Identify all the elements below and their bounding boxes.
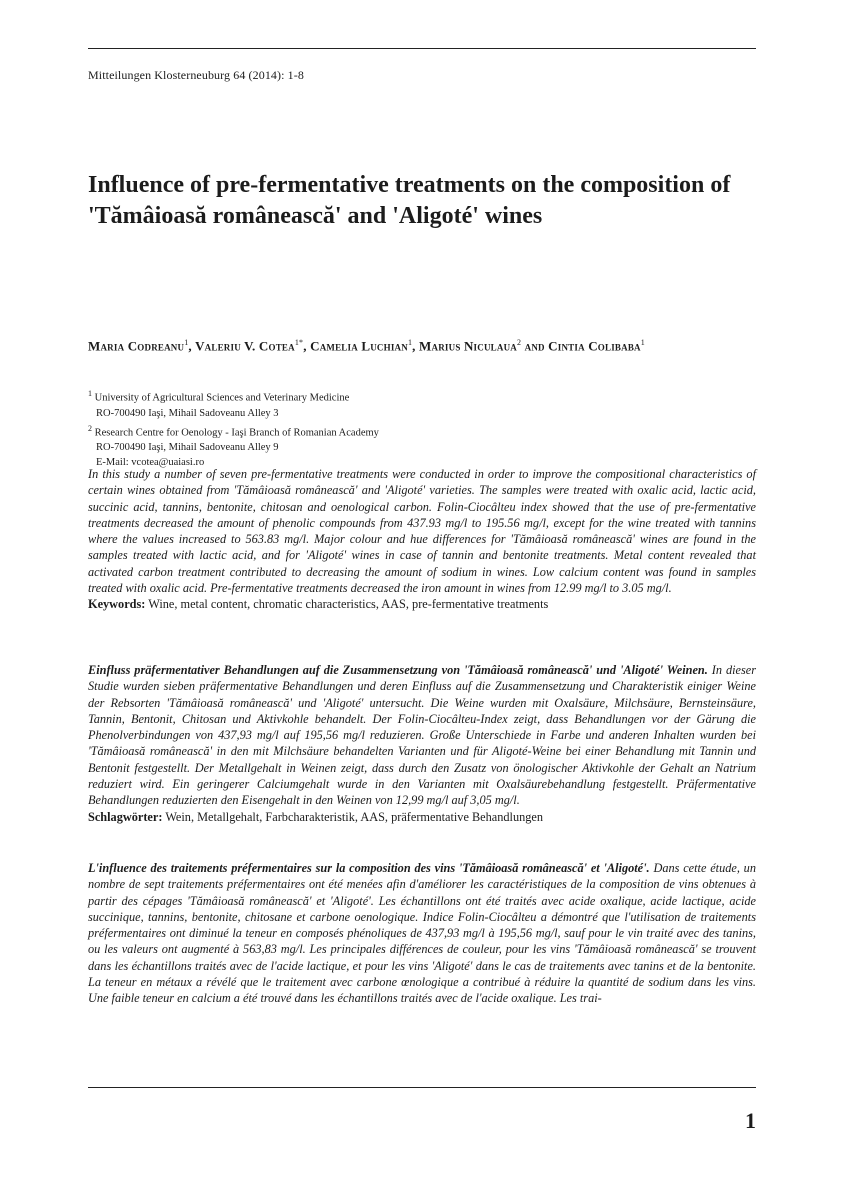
- author-conjunction: and: [521, 338, 549, 354]
- author-name: Marius Niculaua: [419, 338, 517, 354]
- author-affiliation-mark: 2: [516, 338, 522, 347]
- author-separator: ,: [412, 338, 420, 354]
- author-separator: ,: [303, 338, 311, 354]
- keywords-list: Wein, Metallgehalt, Farbcharakteristik, AAS, präfermentative Behandlungen: [165, 809, 544, 824]
- abstract-title: Einfluss präfermentativer Behandlungen auf die Zusammensetzung von 'Tămâioasă românească' und 'Aligoté' Weinen.: [88, 663, 708, 677]
- affiliations: [88, 386, 748, 470]
- author-affiliation-mark: 1: [407, 338, 413, 347]
- affiliation-2: $^2$ Research Centre for Oenology - Iaşi Branch of Romanian Academy: [88, 423, 379, 438]
- footer-rule: [88, 1087, 756, 1088]
- abstract-text: In this study a number of seven pre-fermentative treatments were conducted in order to improve the compositional characteristics of certain wines obtained from 'Tămâioasă românească' and 'Aligoté' varieties. The samples were treated with oxalic acid, lactic acid, succinic acid, tannins, bentonite, chitosan and oenological carbon. Folin-Ciocâlteu index showed that the use of pre-fermentative treatments decreased the amount of phenolic compounds from 437.93 mg/l to 195.56 mg/l, except for the wine treated with tannins where the values increased to 563.83 mg/l. Major colour and hue differences for 'Tămâioasă românească' wines are found in the samples treated with lactic acid, and for 'Aligoté' wines in case of tannin and bentonite treatments. Metal content revealed that activated carbon treatment contributed to decreasing the amount of sodium in wines. Low calcium content was found in samples treated with oxalic acid. Pre-fermentative treatments decreased the iron amount in wines from 12.99 mg/l to 3.05 mg/l.: [88, 467, 756, 596]
- author-separator: ,: [188, 338, 196, 354]
- abstract-text: [88, 860, 756, 1007]
- abstract-german: [88, 662, 756, 825]
- author-list: [88, 332, 748, 357]
- abstract-french: [88, 860, 756, 1007]
- keywords: [88, 596, 756, 612]
- author-name: Cintia Colibaba: [548, 338, 641, 354]
- abstract-english: [88, 466, 756, 613]
- author-name: Camelia Luchian: [310, 338, 408, 354]
- affiliation-1: $^1$ University of Agricultural Sciences and Veterinary Medicine: [88, 389, 350, 404]
- keywords-label: Schlagwörter:: [88, 809, 163, 824]
- author-name: Maria Codreanu: [88, 338, 185, 354]
- author-affiliation-mark: 1: [640, 338, 645, 347]
- keywords: [88, 809, 756, 825]
- abstract-title: L'influence des traitements préfermentaires sur la composition des vins 'Tămâioasă românească' et 'Aligoté'.: [88, 861, 650, 875]
- journal-citation: Mitteilungen Klosterneuburg 64 (2014): 1-8: [88, 68, 304, 82]
- author-affiliation-mark: 1: [184, 338, 189, 347]
- contact-email: E-Mail: vcotea@uaiasi.ro: [96, 457, 205, 468]
- affiliation-1-address: RO-700490 Iaşi, Mihail Sadoveanu Alley 3: [96, 407, 279, 419]
- abstract-text: [88, 662, 756, 809]
- author-name: Valeriu V. Cotea: [195, 338, 295, 354]
- abstract-body: In dieser Studie wurden sieben präfermentative Behandlungen und deren Einfluss auf die Zusammensetzung und Charakteristik einiger Weine der Rebsorten 'Tămâioasă românească' und 'Aligoté' untersucht. Die Weine wurden mit Oxalsäure, Milchsäure, Bernsteinsäure, Tannin, Bentonit, Chitosan und Aktivkohle behandelt. Der Folin-Ciocâlteu-Index zeigt, dass Behandlungen vor der Gärung die Phenolverbindungen von 437,93 mg/l auf 195,56 mg/l reduzieren. Große Unterschiede in Farbe und anderen Inhalten wurden bei 'Tămâioasă românească' in den mit Milchsäure behandelten Varianten und für Aligoté-Weine bei einer Behandlung mit Tannin und Bentonit festgestellt. Der Metallgehalt in Weinen zeigt, dass durch den Zusatz von önologischer Aktivkohle der Gehalt an Natrium reduziert wird. Ein geringerer Calciumgehalt wurde in den Varianten mit Oxalsäurebehandlung festgestellt. Präfermentative Behandlungen reduzierten den Eisengehalt in den Weinen von 12,99 mg/l auf 3,05 mg/l.: [88, 663, 756, 808]
- page-number: 1: [745, 1108, 756, 1133]
- author-affiliation-mark: 1*: [294, 338, 304, 347]
- header-rule: [88, 48, 756, 49]
- paper-title: Influence of pre-fermentative treatments on the composition of 'Tămâioasă românească' and 'Aligoté' wines: [88, 172, 731, 229]
- affiliation-2-address: RO-700490 Iaşi, Mihail Sadoveanu Alley 9: [96, 442, 279, 453]
- keywords-list: Wine, metal content, chromatic characteristics, AAS, pre-fermentative treatments: [148, 597, 549, 612]
- keywords-label: Keywords:: [88, 597, 146, 612]
- abstract-body: Dans cette étude, un nombre de sept traitements préfermentaires ont été menées afin d'améliorer les caractéristiques de la composition de vins obtenues à partir des cépages 'Tămâioasă românească' et 'Aligoté'. Les échantillons ont été traités avec acide oxalique, acide lactique, acide succinique, tannins, bentonite, chitosane et carbone oenologique. Indice Folin-Ciocâlteu a démontré que l'utilisation de traitements préfermentaires ont diminué la teneur en composés phénoliques de 437,93 mg/l à 195,56 mg/l, sauf pour le vin traité avec des tanins, ou les valeurs ont augmenté à 563,83 mg/l. Les principales différences de couleur, pour les vins 'Tămâioasă românească' se trouvent dans les échantillons traités avec de l'acide lactique, et pour les vins 'Aligoté' dans le cas de traitements avec tanins et de la bentonite. La teneur en métaux a révélé que le traitement avec carbone œnologique a contribué à réduire la quantité de sodium dans les vins. Une faible teneur en calcium a été trouvé dans les échantillons traités avec de l'acide oxalique. Les trai-: [88, 861, 756, 1006]
